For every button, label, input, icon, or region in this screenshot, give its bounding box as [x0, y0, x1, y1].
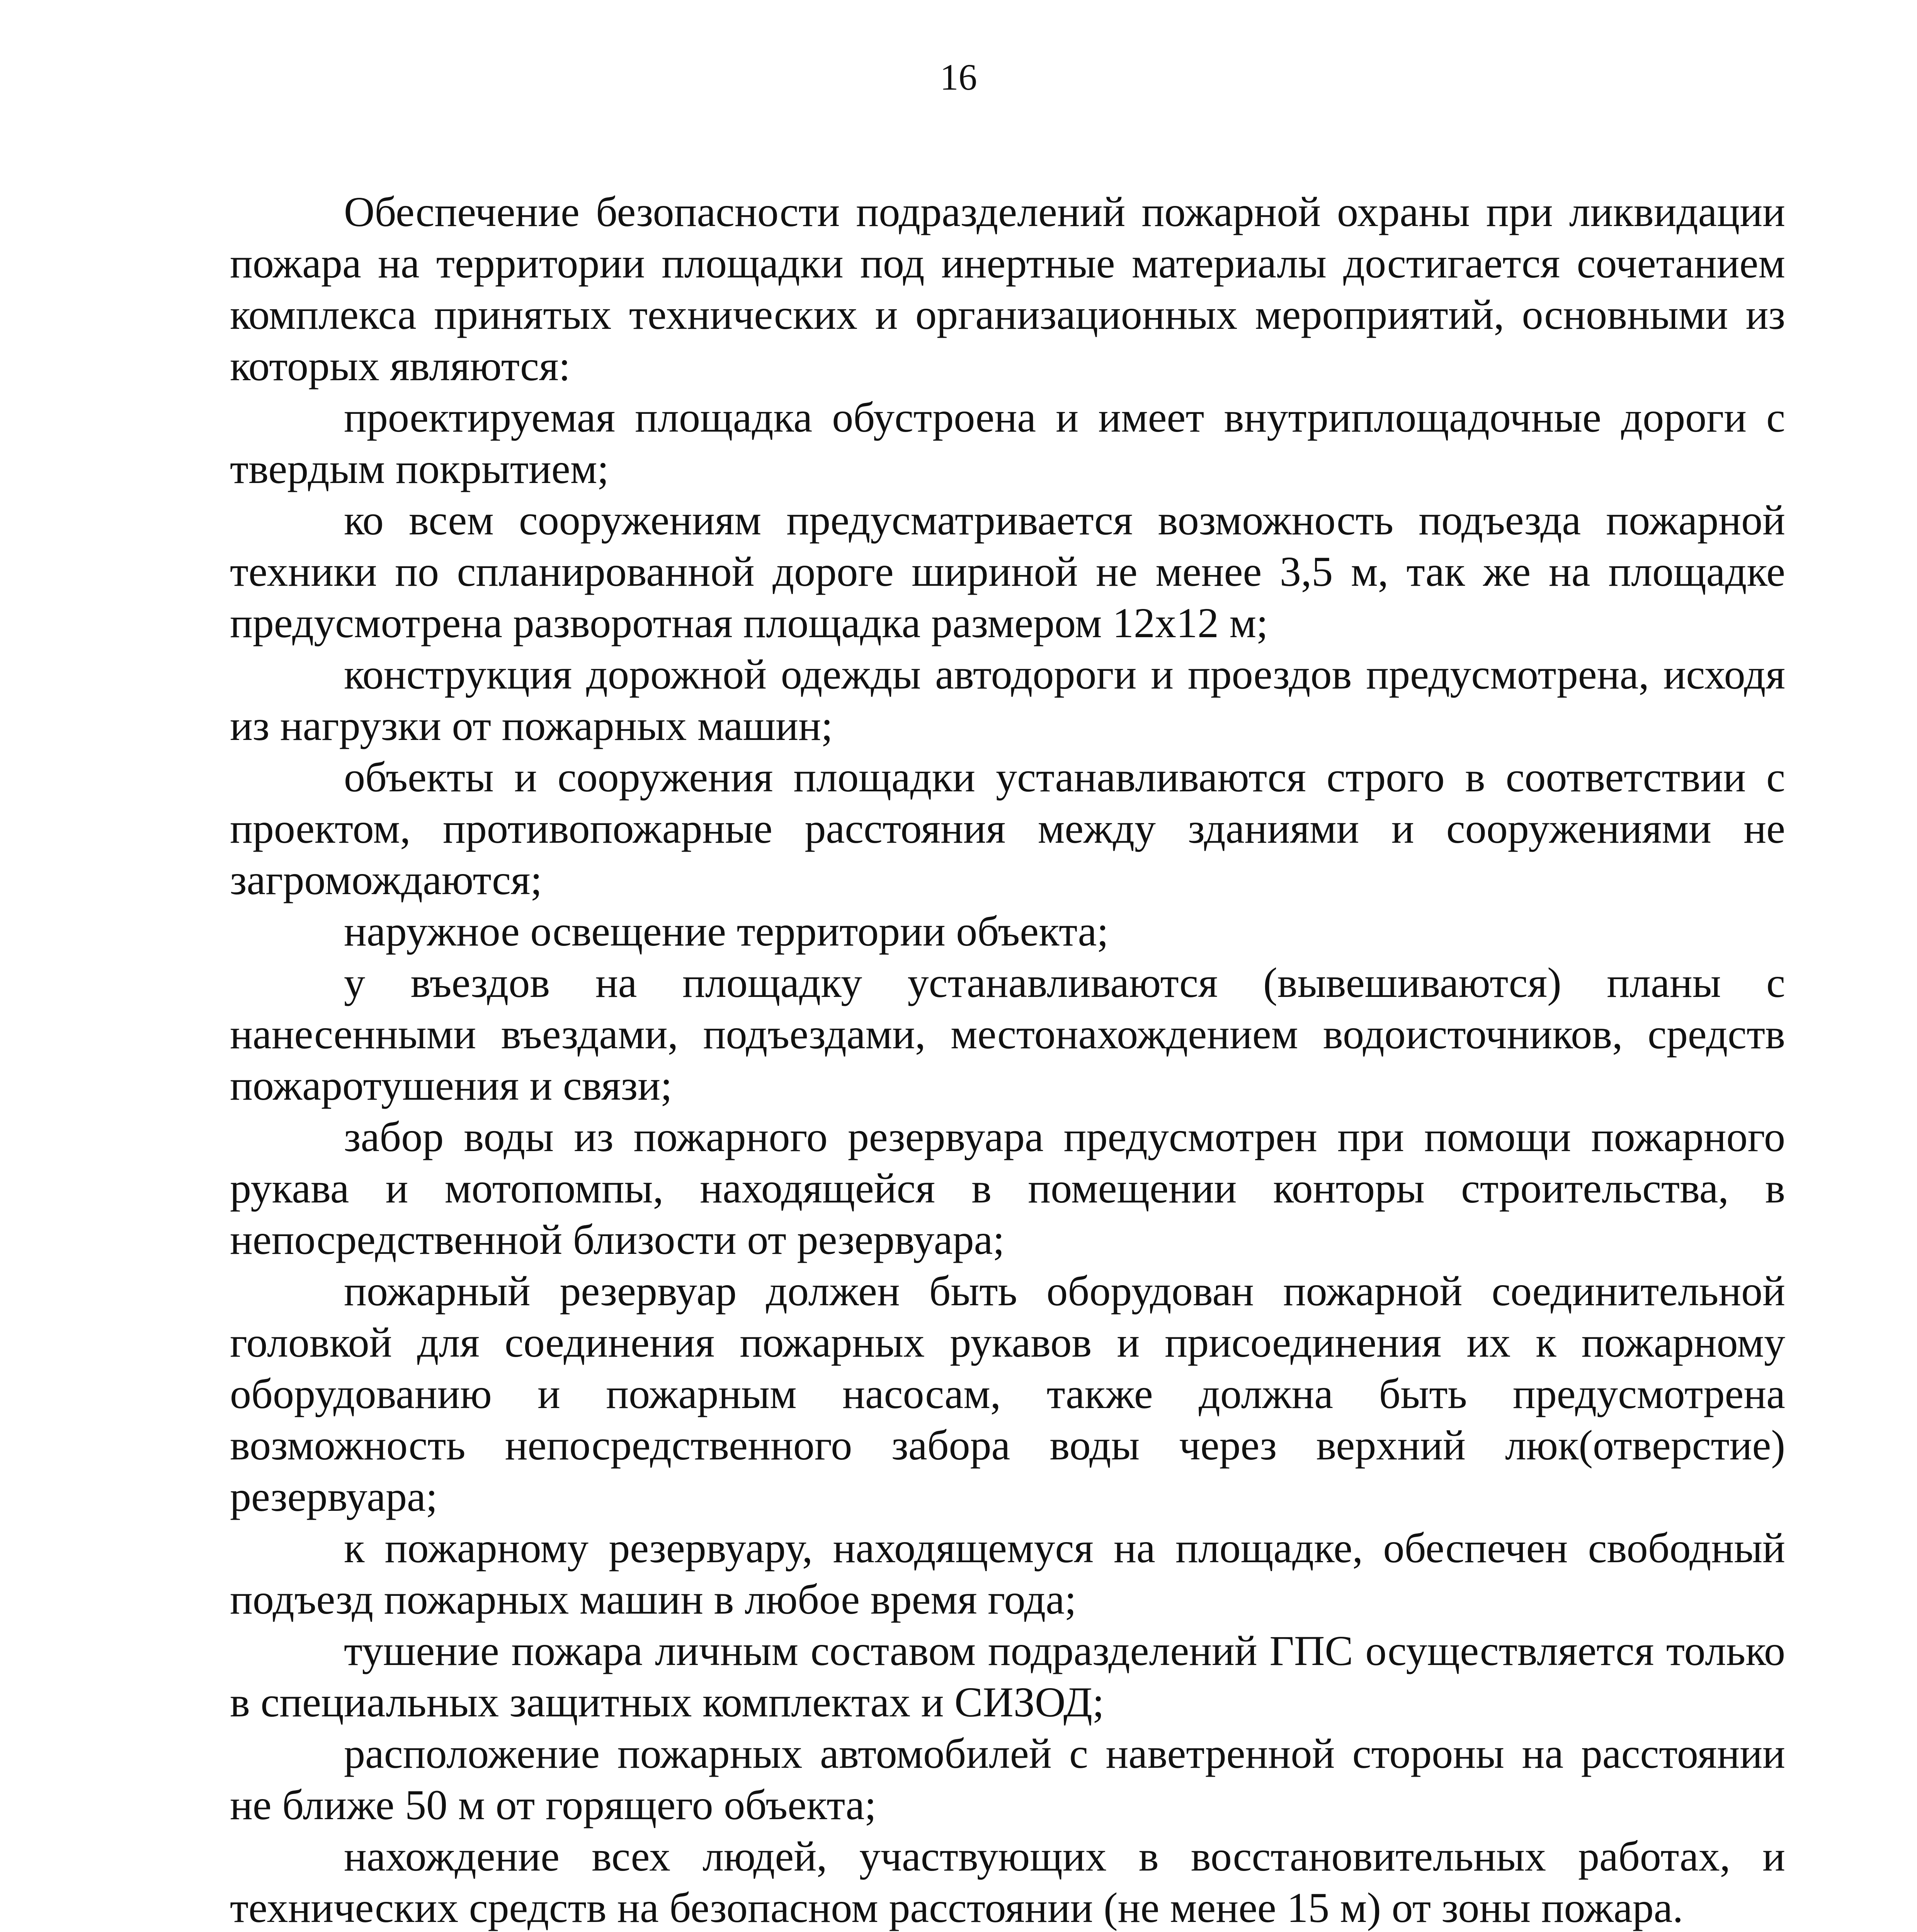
list-item-roads: проектируемая площадка обустроена и имеет внутриплощадочные дороги с твердым покрытием;	[230, 394, 1785, 492]
list-item-vehicle-placement: расположение пожарных автомобилей с наветренной стороны на расстоянии не ближе 50 м от горящего объекта;	[230, 1730, 1785, 1828]
list-item-reservoir-equipment: пожарный резервуар должен быть оборудован пожарной соединительной головкой для соединения пожарных рукавов и присоединения их к пожарному оборудованию и пожарным насосам, также должна быть предусмотрена возможность непосредственного забора воды через верхний люк(отверстие) резервуара;	[230, 1267, 1785, 1520]
list-item-safe-distance: нахождение всех людей, участвующих в восстановительных работах, и технических средств на безопасном расстоянии (не менее 15 м) от зоны пожара.	[230, 1833, 1785, 1931]
list-item-road-construction: конструкция дорожной одежды автодороги и проездов предусмотрена, исходя из нагрузки от пожарных машин;	[230, 651, 1785, 749]
list-item-access: ко всем сооружениям предусматривается возможность подъезда пожарной техники по спланированной дороге шириной не менее 3,5 м, так же на площадке предусмотрена разворотная площадка размером 12х12 м;	[230, 497, 1785, 646]
body-text	[230, 186, 1785, 1932]
list-item-water-intake: забор воды из пожарного резервуара предусмотрен при помощи пожарного рукава и мотопомпы, находящейся в помещении конторы строительства, в непосредственной близости от резервуара;	[230, 1113, 1785, 1263]
page-number: 16	[940, 56, 977, 98]
list-item-protective-kits: тушение пожара личным составом подразделений ГПС осуществляется только в специальных защитных комплектах и СИЗОД;	[230, 1627, 1785, 1726]
paragraph-intro: Обеспечение безопасности подразделений пожарной охраны при ликвидации пожара на территории площадки под инертные материалы достигается сочетанием комплекса принятых технических и организационных мероприятий, основными из которых являются:	[230, 188, 1785, 389]
list-item-entrance-plans: у въездов на площадку устанавливаются (вывешиваются) планы с нанесенными въездами, подъездами, местонахождением водоисточников, средств пожаротушения и связи;	[230, 959, 1785, 1109]
list-item-reservoir-access: к пожарному резервуару, находящемуся на площадке, обеспечен свободный подъезд пожарных машин в любое время года;	[230, 1524, 1785, 1623]
list-item-fire-distances: объекты и сооружения площадки устанавливаются строго в соответствии с проектом, противопожарные расстояния между зданиями и сооружениями не загромождаются;	[230, 753, 1785, 903]
list-item-lighting: наружное освещение территории объекта;	[344, 908, 1109, 955]
